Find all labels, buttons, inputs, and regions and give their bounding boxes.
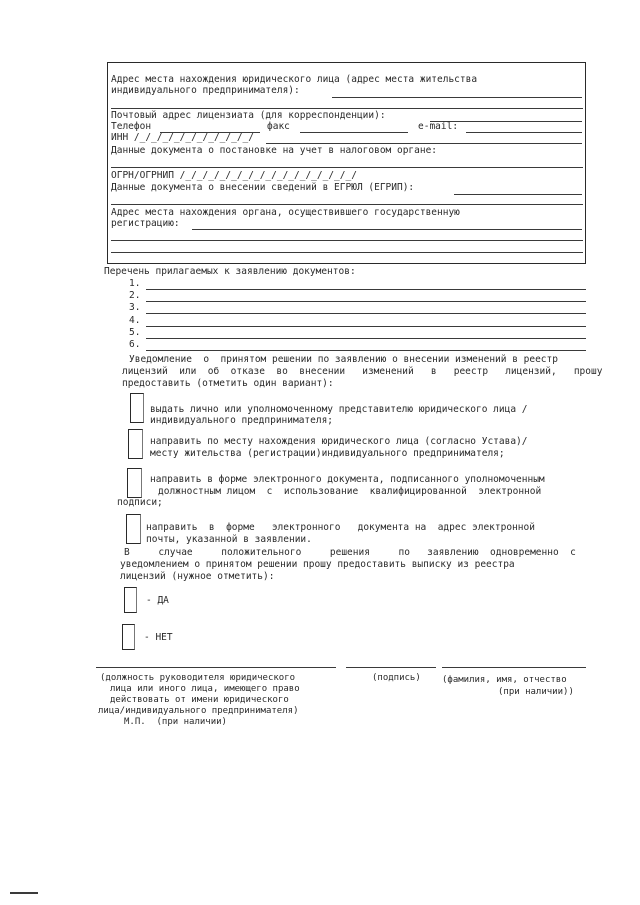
notice-line-2: лицензий или об отказе во внесении изменений в реестр лицензий, прошу — [122, 366, 603, 377]
option-mail-line-2: месту жительства (регистрации)индивидуального предпринимателя; — [150, 448, 505, 459]
phone-label: Телефон — [111, 121, 152, 132]
docs-heading: Перечень прилагаемых к заявлению документов: — [104, 266, 356, 277]
extract-line-2: уведомлением о принятом решении прошу предоставить выписку из реестра — [120, 559, 515, 570]
tax-doc-field[interactable] — [111, 167, 583, 168]
box-right-border — [585, 62, 586, 264]
option-electronic-signed-checkbox[interactable] — [127, 468, 142, 498]
doc-item-number: 1. — [129, 278, 141, 289]
option-email-line-1: направить в форме электронного документа на адрес электронной — [146, 522, 535, 533]
egrul-field-2[interactable] — [111, 204, 583, 205]
postal-address-label: Почтовый адрес лицензиата (для корреспонденции): — [111, 110, 386, 121]
doc-item-line[interactable] — [146, 338, 586, 339]
option-mail-line-1: направить по месту нахождения юридического лица (согласно Устава)/ — [150, 436, 528, 447]
option-electronic-signed-line-2: должностным лицом с использование квалифицированной электронной — [158, 486, 542, 497]
doc-item-number: 5. — [129, 327, 141, 338]
reg-body-field[interactable] — [192, 229, 582, 230]
doc-item-number: 6. — [129, 339, 141, 350]
doc-item-number: 3. — [129, 302, 141, 313]
legal-address-field[interactable] — [332, 97, 582, 98]
fio-caption-1: (фамилия, имя, отчество — [442, 675, 567, 685]
doc-item-line[interactable] — [146, 289, 586, 290]
doc-item-line[interactable] — [146, 350, 586, 351]
signature-line[interactable] — [346, 667, 436, 668]
option-email-line-2: почты, указанной в заявлении. — [146, 534, 312, 545]
position-caption-1: (должность руководителя юридического — [100, 673, 296, 683]
extract-no-label: - НЕТ — [144, 632, 173, 643]
reg-body-field-3[interactable] — [111, 252, 583, 253]
fax-field[interactable] — [300, 132, 408, 133]
position-caption-4: лица/индивидуального предпринимателя) — [98, 706, 299, 716]
position-caption-3: действовать от имени юридического — [110, 695, 289, 705]
box-bottom-border — [107, 263, 586, 264]
option-email-checkbox[interactable] — [126, 514, 141, 544]
box-top-border — [107, 62, 586, 63]
option-personal-checkbox[interactable] — [130, 393, 144, 423]
fio-signature-line[interactable] — [442, 667, 586, 668]
reg-body-label-2: регистрацию: — [111, 218, 180, 229]
fio-caption-2: (при наличии)) — [498, 687, 574, 697]
signature-caption: (подпись) — [372, 673, 421, 683]
inn-label[interactable]: ИНН /_/_/_/_/_/_/_/_/_/_/ — [111, 132, 254, 143]
legal-address-label-1: Адрес места нахождения юридического лица (адрес места жительства — [111, 74, 478, 85]
extract-yes-label: - ДА — [146, 595, 169, 606]
doc-item-number: 4. — [129, 315, 141, 326]
doc-item-line[interactable] — [146, 326, 586, 327]
option-personal-line-1: выдать лично или уполномоченному представителю юридического лица / — [150, 404, 528, 415]
option-electronic-signed-line-3: подписи; — [117, 497, 163, 508]
option-electronic-signed-line-1: направить в форме электронного документа, подписанного уполномоченным — [150, 474, 545, 485]
legal-address-field-2[interactable] — [111, 108, 583, 109]
option-personal-line-2: индивидуального предпринимателя; — [150, 415, 334, 426]
email-label: e-mail: — [418, 121, 459, 132]
doc-item-number: 2. — [129, 290, 141, 301]
doc-item-line[interactable] — [146, 313, 586, 314]
seal-caption: М.П. (при наличии) — [124, 717, 227, 727]
extract-line-3: лицензий (нужное отметить): — [120, 571, 275, 582]
notice-line-3: предоставить (отметить один вариант): — [122, 378, 334, 389]
egrul-field[interactable] — [454, 194, 582, 195]
email-field[interactable] — [466, 132, 582, 133]
reg-body-field-2[interactable] — [111, 240, 583, 241]
position-caption-2: лица или иного лица, имеющего право — [110, 684, 300, 694]
doc-item-line[interactable] — [146, 301, 586, 302]
ogrn-label[interactable]: ОГРН/ОГРНИП /_/_/_/_/_/_/_/_/_/_/_/_/_/_/_/ — [111, 170, 357, 181]
reg-body-label-1: Адрес места нахождения органа, осуществившего государственную — [111, 207, 460, 218]
option-mail-checkbox[interactable] — [128, 429, 143, 459]
box-left-border — [107, 62, 108, 264]
fax-label: факс — [267, 121, 290, 132]
inn-extra-field[interactable] — [266, 143, 582, 144]
notice-line-1: Уведомление о принятом решении по заявлению о внесении изменений в реестр — [129, 354, 558, 365]
extract-no-checkbox[interactable] — [122, 624, 135, 650]
scan-mark — [10, 892, 38, 894]
legal-address-label-2: индивидуального предпринимателя): — [111, 85, 300, 96]
position-signature-line[interactable] — [96, 667, 336, 668]
tax-doc-label: Данные документа о постановке на учет в налоговом органе: — [111, 145, 438, 156]
egrul-label: Данные документа о внесении сведений в ЕГРЮЛ (ЕГРИП): — [111, 182, 415, 193]
extract-yes-checkbox[interactable] — [124, 587, 137, 613]
extract-line-1: В случае положительного решения по заявлению одновременно с — [124, 547, 576, 558]
